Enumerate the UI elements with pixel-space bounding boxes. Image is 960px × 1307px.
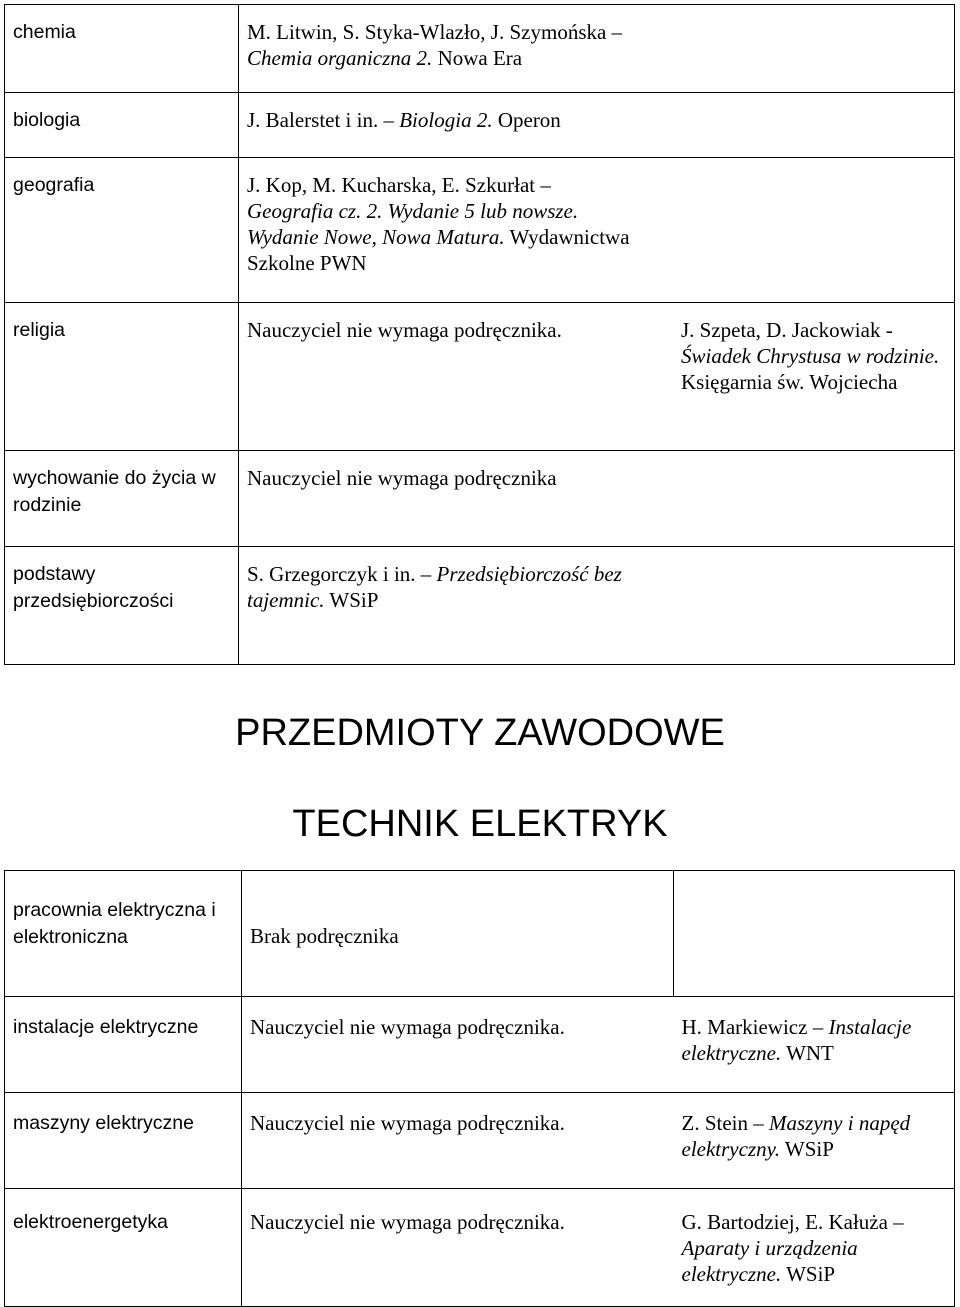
- book-title: Aparaty i urządzenia elektryczne.: [681, 1236, 858, 1286]
- book-text: [682, 1110, 955, 1162]
- subject-cell: podstawy przedsiębiorczości: [5, 547, 239, 665]
- table-row: [5, 997, 955, 1093]
- book-text: [247, 465, 954, 491]
- book-text-part: H. Markiewicz –: [681, 1015, 829, 1039]
- book-text-part: Operon: [492, 108, 561, 132]
- book-cell: [239, 303, 955, 451]
- teacher-note: Nauczyciel nie wymaga podręcznika.: [247, 318, 562, 342]
- subject-cell: geografia: [5, 158, 239, 303]
- subject-cell: maszyny elektryczne: [5, 1093, 242, 1189]
- book-text-part: Wydawnictwa Szkolne PWN: [247, 225, 630, 275]
- book-text-part: M. Litwin, S. Styka-Wlazło, J. Szymońska –: [247, 20, 623, 44]
- subject-cell: biologia: [5, 93, 239, 158]
- book-cell: [674, 1189, 955, 1307]
- book-text-part: J. Balerstet i in. –: [247, 108, 400, 132]
- table-row: [5, 547, 955, 665]
- book-title: Świadek Chrystusa w rodzinie.: [681, 344, 940, 368]
- book-text-part: J. Kop, M. Kucharska, E. Szkurłat –: [247, 173, 551, 197]
- teacher-note: Nauczyciel nie wymaga podręcznika.: [242, 1093, 674, 1189]
- teacher-note: Nauczyciel nie wymaga podręcznika.: [242, 1189, 674, 1307]
- book-text-part: J. Szpeta, D. Jackowiak -: [681, 318, 893, 342]
- book-text: [247, 107, 954, 133]
- book-title: Przedsiębiorczość bez tajemnic.: [247, 562, 622, 612]
- book-text-part: WSiP: [780, 1137, 834, 1161]
- teacher-note: Nauczyciel nie wymaga podręcznika.: [242, 997, 674, 1093]
- book-cell: [239, 158, 955, 303]
- book-text: [682, 1209, 955, 1287]
- subject-cell: elektroenergetyka: [5, 1189, 242, 1307]
- book-title: Maszyny i napęd elektryczny.: [681, 1111, 911, 1161]
- book-cell: [239, 547, 955, 665]
- table-row: [5, 1189, 955, 1307]
- book-text-part: Nowa Era: [432, 46, 523, 70]
- book-title: Biologia 2.: [399, 108, 493, 132]
- book-cell: [239, 93, 955, 158]
- teacher-note: Brak podręcznika: [242, 871, 674, 997]
- book-text: [247, 561, 677, 613]
- book-title: Chemia organiczna 2.: [247, 46, 433, 70]
- book-cell: [239, 451, 955, 547]
- book-cell: [239, 5, 955, 93]
- table-row: [5, 303, 955, 451]
- book-cell: [674, 997, 955, 1093]
- table-row: [5, 871, 955, 997]
- section-subheading: TECHNIK ELEKTRYK: [292, 803, 668, 845]
- vocational-subjects-table: [4, 870, 955, 1307]
- book-text: [682, 1014, 955, 1066]
- book-text-part: G. Bartodziej, E. Kałuża –: [681, 1210, 904, 1234]
- subject-cell: pracownia elektryczna i elektroniczna: [5, 871, 242, 997]
- book-text-part: Z. Stein –: [681, 1111, 769, 1135]
- subject-cell: instalacje elektryczne: [5, 997, 242, 1093]
- book-text-part: WSiP: [324, 588, 379, 612]
- book-text: [681, 317, 954, 395]
- table-row: [5, 1093, 955, 1189]
- book-text-part: WSiP: [781, 1262, 836, 1286]
- book-text-part: Księgarnia św. Wojciecha: [681, 370, 898, 394]
- book-text-part: S. Grzegorczyk i in. –: [247, 562, 437, 586]
- book-title: Geografia cz. 2. Wydanie 5 lub nowsze. Wydanie Nowe, Nowa Matura.: [247, 199, 579, 249]
- book-cell: [674, 871, 955, 997]
- book-text-part: Nauczyciel nie wymaga podręcznika: [247, 466, 557, 490]
- table-row: [5, 158, 955, 303]
- book-title: Instalacje elektryczne.: [681, 1015, 912, 1065]
- book-text: [247, 19, 687, 71]
- general-subjects-table: [4, 4, 955, 665]
- book-text: [247, 172, 637, 276]
- table-row: [5, 451, 955, 547]
- table-row: [5, 5, 955, 93]
- book-cell: [674, 1093, 955, 1189]
- subject-cell: chemia: [5, 5, 239, 93]
- subject-cell: wychowanie do życia w rodzinie: [5, 451, 239, 547]
- subject-cell: religia: [5, 303, 239, 451]
- table-row: [5, 93, 955, 158]
- book-text-part: WNT: [781, 1041, 834, 1065]
- section-heading: PRZEDMIOTY ZAWODOWE: [235, 712, 725, 754]
